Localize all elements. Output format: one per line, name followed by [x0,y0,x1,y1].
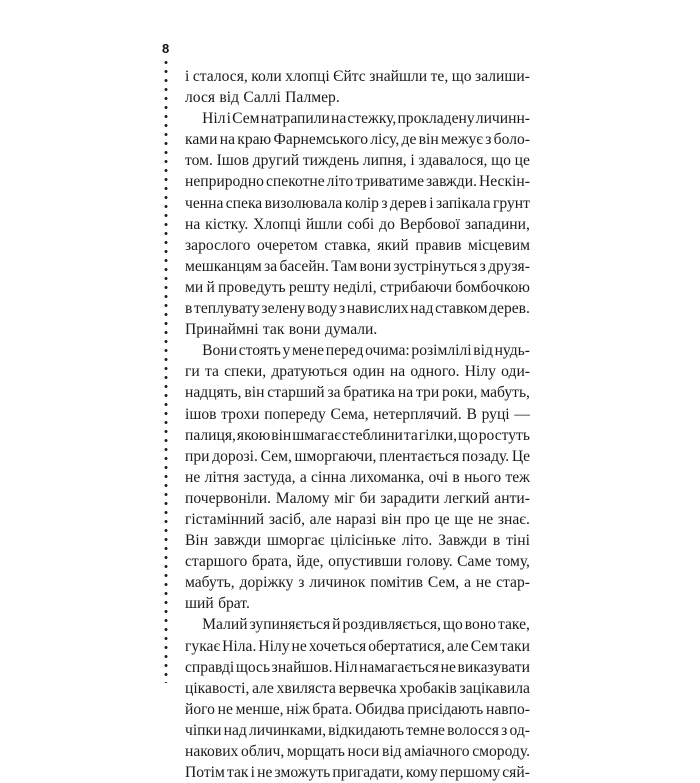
text-line: Потім так і не зможуть пригадати, кому першому сяй- [185,764,530,782]
text-line: накових облич, морщать носи від аміачного смороду. [185,743,530,760]
text-line: почервоніли. Малому міг би зарадити легкий анти- [185,489,530,507]
text-line: мабуть, доріжку з личинок помітив Сем, а не стар- [185,574,530,592]
text-line: при дорозі. Сем, шморгаючи, плентається позаду. Це [185,447,530,465]
text-line: справді щось знайшов. Ніл намагається не виказувати [185,658,530,676]
text-line: ший брат. [185,595,250,613]
dotted-margin-rule [163,58,169,683]
text-line: цікавості, але хвиляста вервечка хробаків зацікавила [185,679,530,697]
text-line: ченна спека визолювала колір з дерев і запікала грунт [185,194,530,212]
text-line: лося від Саллі Палмер. [185,89,340,107]
text-line: і сталося, коли хлопці Єйтс знайшли те, що залиши- [185,68,530,85]
text-line: ги та спеки, дратуються один на одного. Нілу оди- [185,363,530,381]
text-line: Вони стоять у мене перед очима: розімлілі від нудь- [202,342,530,360]
text-line: гістамінний засіб, але наразі він про це ще не знає. [185,510,530,528]
text-line: на кістку. Хлопці йшли собі до Вербової западини, [185,215,530,233]
text-line: неприродно спекотне літо триватиме завжди. Нескін- [185,173,530,191]
text-line: гукає Ніла. Нілу не хочеться обертатися, але Сем таки [185,637,530,655]
text-line: не літня застуда, а сінна лихоманка, очі в нього теж [185,468,530,486]
text-line: Принаймні так вони думали. [185,321,378,339]
text-line: мешканцям за басейн. Там вони зустрінуться з друзя- [185,257,530,275]
text-line: ми й проведуть решту неділі, стрибаючи бомбочкою [185,278,530,296]
text-line: надцять, він старший за братика на три роки, мабуть, [185,384,530,402]
text-line: ішов трохи попереду Сема, нетерплячий. В руці — [185,405,530,423]
body-text [185,66,530,783]
text-line: Малий зупиняється й роздивляється, що воно таке, [202,616,530,634]
text-line: його не менше, ніж брата. Обидва присідають навпо- [185,700,530,718]
page-number: 8 [162,41,170,56]
text-line: чіпки над личинками, відкидають темне волосся з од- [185,721,530,739]
text-line: старшого брата, йде, опустивши голову. Саме тому, [185,553,530,571]
text-line: в теплувату зелену воду з навислих над ставком дерев. [185,300,530,318]
text-line: палиця, якою він шмагає стеблини та гілки, що ростуть [185,426,530,444]
text-line: том. Ішов другий тиждень липня, і здавалося, що це [185,152,530,170]
text-line: Ніл і Сем натрапили на стежку, прокладену личинн- [202,110,530,128]
text-line: зарослого очеретом ставка, який правив місцевим [185,236,530,254]
text-line: Він завжди шморгає цілісіньке літо. Завжди в тіні [185,532,530,550]
text-line: ками на краю Фарнемського лісу, де він межує з боло- [185,131,530,149]
